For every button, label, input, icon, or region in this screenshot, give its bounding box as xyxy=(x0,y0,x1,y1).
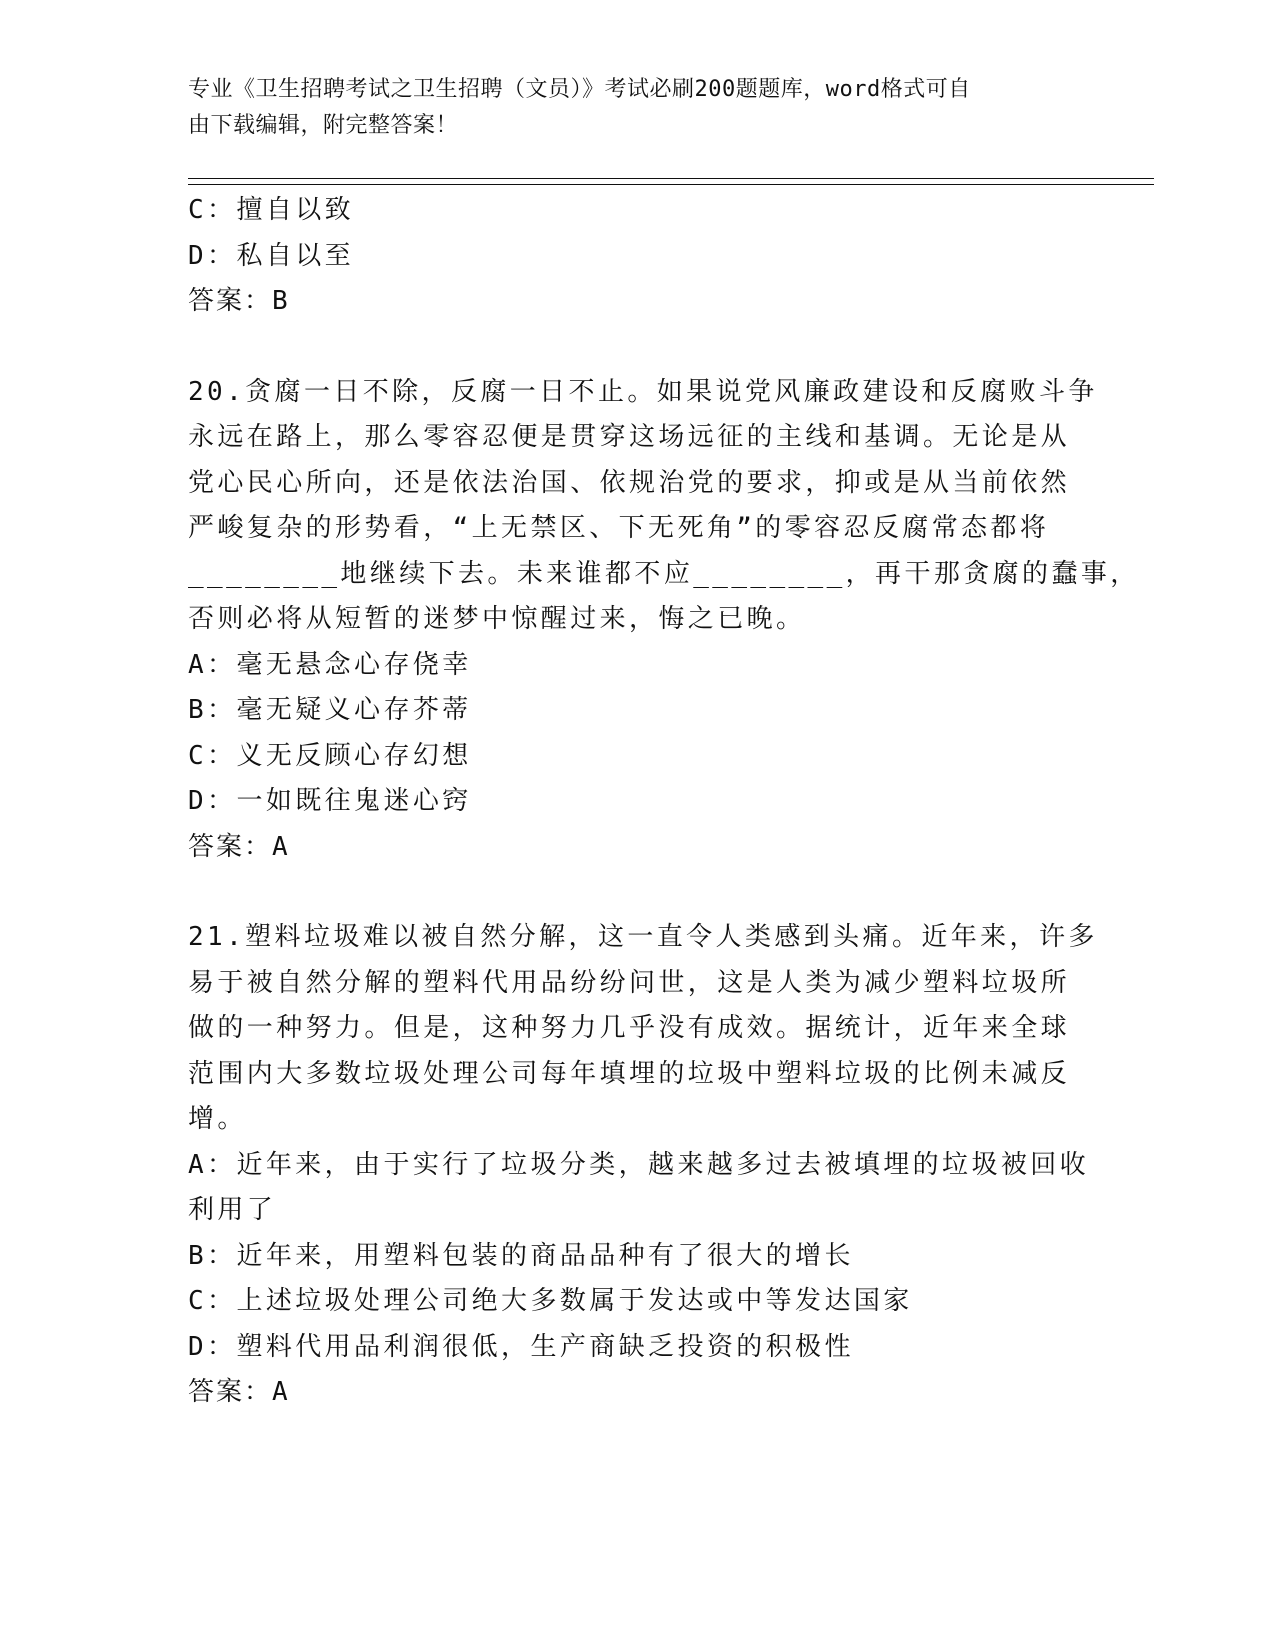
answer-line: 答案：B xyxy=(188,286,290,316)
question-stem-line: 易于被自然分解的塑料代用品纷纷问世，这是人类为减少塑料垃圾所 xyxy=(188,967,1071,998)
question-stem-line: 21.塑料垃圾难以被自然分解，这一直令人类感到头痛。近年来，许多 xyxy=(188,922,1098,952)
option-c: C：擅自以致 xyxy=(188,195,355,225)
question-stem-line: 严峻复杂的形势看，“上无禁区、下无死角”的零容忍反腐常态都将 xyxy=(188,513,1050,543)
header-divider-top xyxy=(188,178,1154,179)
option-c: C：上述垃圾处理公司绝大多数属于发达或中等发达国家 xyxy=(188,1286,913,1316)
question-20 xyxy=(188,370,1140,871)
header-line-2: 由下载编辑，附完整答案！ xyxy=(188,113,459,138)
option-b: B：近年来，用塑料包装的商品品种有了很大的增长 xyxy=(188,1240,854,1271)
spacer xyxy=(188,870,1088,915)
previous-question-tail xyxy=(188,188,1088,325)
answer-line: 答案：A xyxy=(188,1377,290,1407)
question-stem-line: 否则必将从短暂的迷梦中惊醒过来，悔之已晚。 xyxy=(188,604,806,634)
question-stem-line: 范围内大多数垃圾处理公司每年填埋的垃圾中塑料垃圾的比例未减反 xyxy=(188,1058,1071,1089)
header-divider-bottom xyxy=(188,184,1154,185)
question-stem-line: 20.贪腐一日不除，反腐一日不止。如果说党风廉政建设和反腐败斗争 xyxy=(188,376,1098,407)
document-body xyxy=(188,188,1140,1416)
header-line-1: 专业《卫生招聘考试之卫生招聘（文员）》考试必刷200题题库，word格式可自 xyxy=(188,77,971,102)
option-a-continuation: 利用了 xyxy=(188,1195,277,1225)
option-a: A：毫无悬念心存侥幸 xyxy=(188,649,472,680)
option-d: D：塑料代用品利润很低，生产商缺乏投资的积极性 xyxy=(188,1331,854,1362)
question-21 xyxy=(188,915,1098,1416)
option-a: A：近年来，由于实行了垃圾分类，越来越多过去被填埋的垃圾被回收 xyxy=(188,1149,1090,1180)
option-d: D：一如既往鬼迷心窍 xyxy=(188,786,472,816)
question-stem-line: ________地继续下去。未来谁都不应________，再干那贪腐的蠢事， xyxy=(188,558,1140,589)
question-stem-line: 做的一种努力。但是，这种努力几乎没有成效。据统计，近年来全球 xyxy=(188,1013,1071,1043)
question-stem-line: 永远在路上，那么零容忍便是贯穿这场远征的主线和基调。无论是从 xyxy=(188,422,1071,452)
option-d: D：私自以至 xyxy=(188,240,355,271)
question-stem-line: 党心民心所向，还是依法治国、依规治党的要求，抑或是从当前依然 xyxy=(188,467,1071,498)
spacer xyxy=(188,325,1088,370)
option-c: C：义无反顾心存幻想 xyxy=(188,740,472,771)
option-b: B：毫无疑义心存芥蒂 xyxy=(188,695,472,725)
answer-line: 答案：A xyxy=(188,831,290,862)
question-stem-line: 增。 xyxy=(188,1104,247,1134)
document-header xyxy=(188,72,1088,144)
